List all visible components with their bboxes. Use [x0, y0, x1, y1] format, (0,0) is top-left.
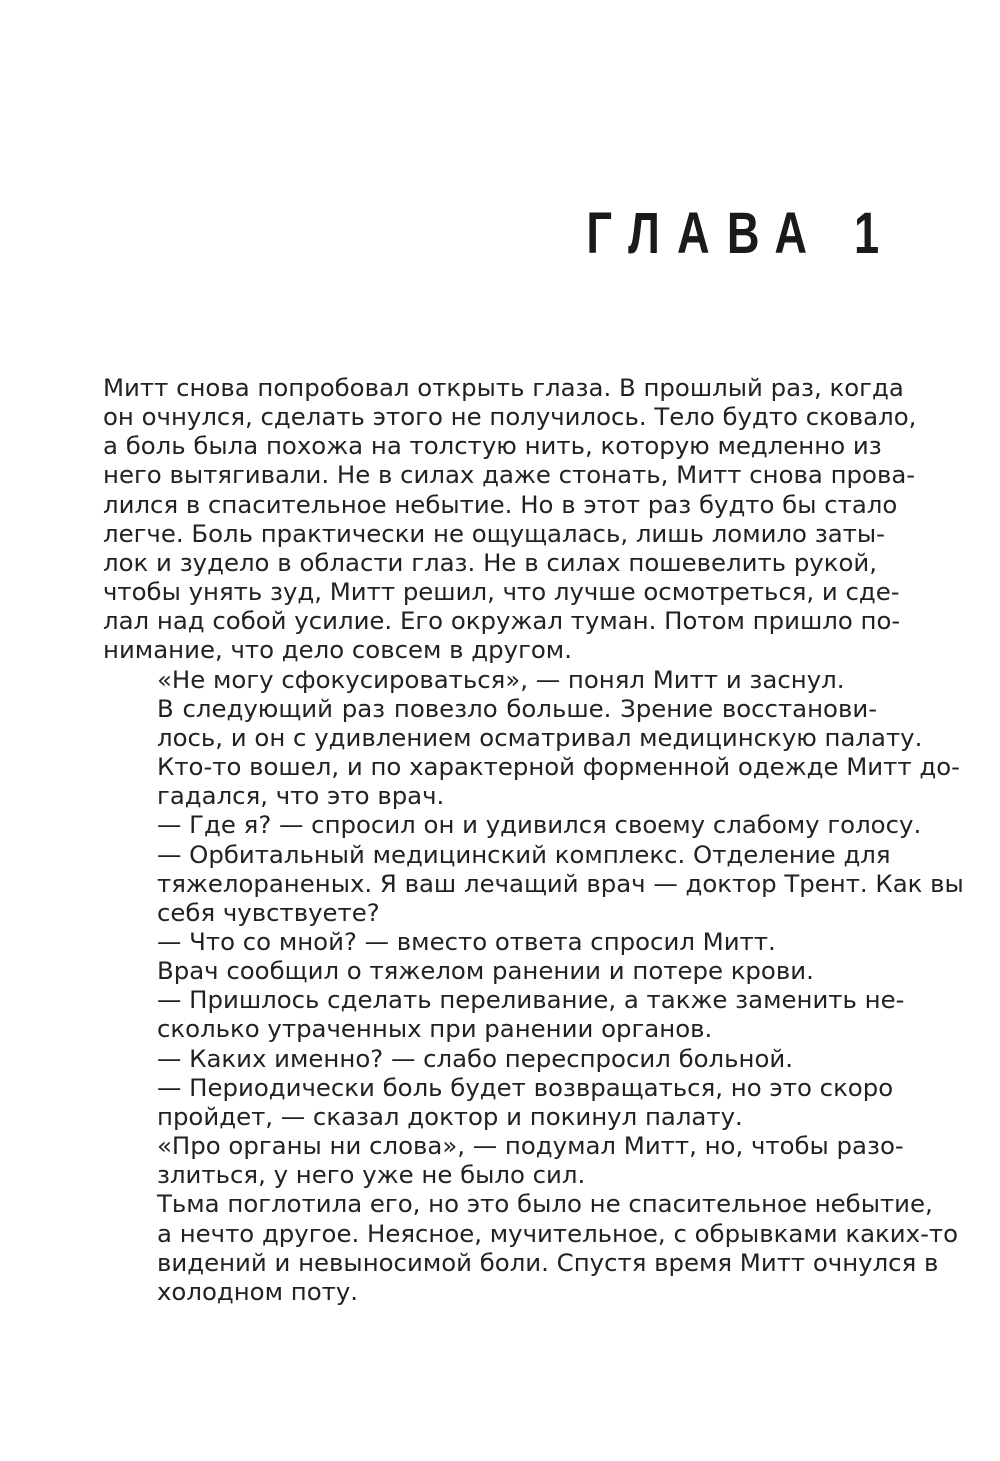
text-line: него вытягивали. Не в силах даже стонать, Митт снова прова-: [103, 460, 916, 490]
text-line: а нечто другое. Неясное, мучительное, с обрывками каких-то: [157, 1218, 958, 1248]
text-line: В следующий раз повезло больше. Зрение восстанови-: [157, 693, 877, 723]
text-line: — Где я? — спросил он и удивился своему слабому голосу.: [157, 810, 922, 840]
text-line: Врач сообщил о тяжелом ранении и потере крови.: [157, 956, 814, 986]
paragraph: [103, 839, 964, 927]
paragraph: [103, 1189, 958, 1306]
text-line: злиться, у него уже не было сил.: [157, 1160, 586, 1190]
paragraph: [103, 1044, 877, 1073]
text-line: тяжелораненых. Я ваш лечащий врач — доктор Трент. Как вы: [157, 868, 964, 898]
text-line: — Что со мной? — вместо ответа спросил Митт.: [157, 926, 776, 956]
text-line: он очнулся, сделать этого не получилось. Тело будто сковало,: [103, 402, 917, 432]
paragraph: [103, 665, 877, 694]
chapter-title: ГЛАВА 1: [586, 200, 896, 266]
paragraph: [103, 810, 922, 840]
text-line: чтобы унять зуд, Митт решил, что лучше осмотреться, и сде-: [103, 577, 900, 607]
text-line: себя чувствуете?: [157, 897, 380, 927]
text-line: — Пришлось сделать переливание, а также заменить не-: [157, 985, 905, 1015]
text-line: лился в спасительное небытие. Но в этот раз будто бы стало: [103, 489, 898, 519]
paragraph: [103, 1131, 904, 1190]
text-line: Тьма поглотила его, но это было не спасительное небытие,: [157, 1189, 933, 1219]
text-line: а боль была похожа на толстую нить, которую медленно из: [103, 431, 882, 461]
text-line: — Периодически боль будет возвращаться, но это скоро: [157, 1072, 894, 1102]
text-line: нимание, что дело совсем в другом.: [103, 635, 572, 665]
text-line: — Каких именно? — слабо переспросил больной.: [157, 1043, 793, 1073]
text-line: гадался, что это врач.: [157, 781, 445, 811]
text-line: лал над собой усилие. Его окружал туман. Потом пришло по-: [103, 606, 901, 636]
text-line: «Про органы ни слова», — подумал Митт, но, чтобы разо-: [157, 1131, 904, 1161]
text-line: сколько утраченных при ранении органов.: [157, 1014, 713, 1044]
text-line: лок и зудело в области глаз. Не в силах пошевелить рукой,: [103, 547, 877, 577]
paragraph: [103, 1072, 894, 1131]
chapter-body: [103, 373, 964, 1306]
text-line: холодном поту.: [157, 1276, 359, 1306]
text-line: Кто-то вошел, и по характерной форменной одежде Митт до-: [157, 752, 960, 782]
paragraph: [103, 956, 877, 985]
text-line: Митт снова попробовал открыть глаза. В прошлый раз, когда: [103, 373, 904, 402]
paragraph: [103, 985, 905, 1044]
paragraph: [103, 373, 917, 665]
text-line: «Не могу сфокусироваться», — понял Митт и заснул.: [157, 664, 845, 694]
text-line: лось, и он с удивлением осматривал медицинскую палату.: [157, 722, 923, 752]
paragraph: [103, 693, 960, 811]
text-line: пройдет, — сказал доктор и покинул палату.: [157, 1101, 743, 1131]
text-line: видений и невыносимой боли. Спустя время Митт очнулся в: [157, 1247, 939, 1277]
text-line: легче. Боль практически не ощущалась, лишь ломило заты-: [103, 518, 885, 548]
paragraph: [103, 927, 877, 956]
text-line: — Орбитальный медицинский комплекс. Отделение для: [157, 839, 891, 869]
